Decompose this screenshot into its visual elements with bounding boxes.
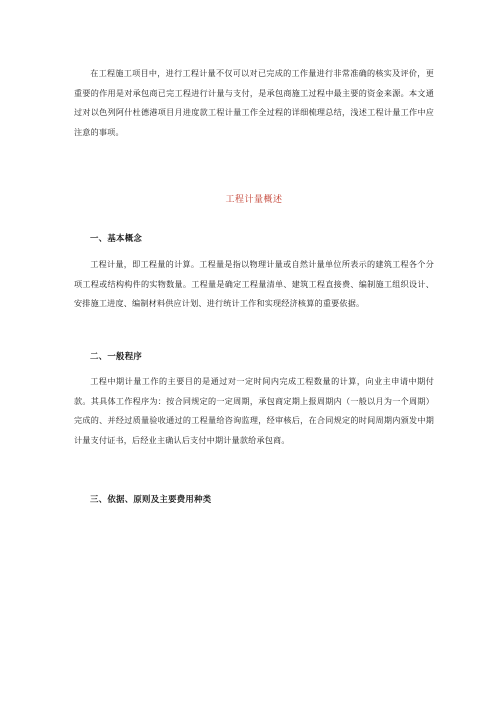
heading-general-procedure: 二、一般程序: [90, 351, 143, 361]
paragraph-basic-concept: 工程计量，即工程量的计算。工程量是指以物理计量或自然计量单位所表示的建筑工程各个分项工程或结构构件的实物数量。工程量是确定工程量清单、建筑工程直接费、编制施工组织设计、安排施工进度、编制材料供应计划、进行统计工作和实现经济核算的重要依据。: [74, 259, 434, 308]
section-title: 工程计量概述: [225, 195, 283, 205]
heading-basis-principles: 三、依据、原则及主要费用种类: [90, 494, 212, 504]
heading-basic-concept: 一、基本概念: [90, 233, 143, 243]
paragraph-general-procedure: 工程中期计量工作的主要目的是通过对一定时间内完成工程数量的计算，向业主申请中期付款。其具体工作程序为：按合同规定的一定周期，承包商定期上报周期内（一般以月为一个周期）完成的、并经过质量验收通过的工程量给咨询监理，经审核后，在合同规定的时间周期内颁发中期计量支付证书，后经业主确认后支付中期计量款给承包商。: [74, 376, 434, 445]
intro-paragraph: 在工程施工项目中，进行工程计量不仅可以对已完成的工作量进行非常准确的核实及评价，更重要的作用是对承包商已完工程进行计量与支付，是承包商施工过程中最主要的资金来源。本文通过对以色列阿什杜德港项目月进度款工程计量工作全过程的详细梳理总结，浅述工程计量工作中应注意的事项。: [74, 68, 434, 137]
